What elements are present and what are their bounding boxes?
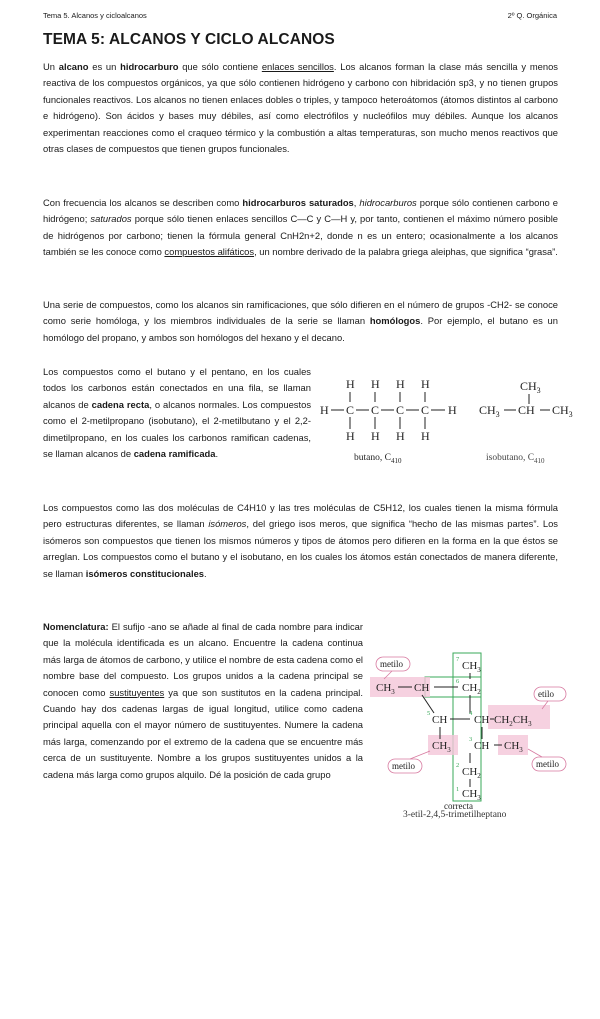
trimetilheptano-figure	[370, 651, 570, 811]
svg-text:CH2: $CH_2$	[462, 682, 481, 696]
metilo-label: metilo	[380, 659, 403, 669]
etilo-label: etilo	[538, 689, 554, 699]
svg-text:CH3: $CH_3$	[462, 660, 481, 674]
paragraph-alcano-definition: Un alcano es un hidrocarburo que sólo contiene enlaces sencillos. Los alcanos forman la clase más sencilla y menos reactiva de los compuestos orgánicos, ya que sólo contienen hidrógeno y carbono con hibridación sp3, y no tienen grupos funcionales reactivos. Los alcanos no tienen enlaces dobles o triples, y tampoco heteroátomos (átomos distintos al carbono e hidrógeno). Son ácidos y bases muy débiles, así como electrófilos y nucleófilos muy débiles. Aunque los alcanos experimentan reacciones como el craqueo térmico y la combustión a altas temperaturas, son mucho menos reactivos que otras clases de compuestos que tienen grupos funcionales.	[43, 61, 558, 155]
butano-isobutano-figure	[316, 370, 573, 470]
paragraph-homologos: Una serie de compuestos, como los alcanos sin ramificaciones, que sólo difieren en el número de grupos -CH2- se conoce como serie homóloga, y los miembros individuales de la serie se llaman homólogos. Por ejemplo, el butano es un homólogo del propano, y ambos son homólogos del hexano y el decano.	[43, 299, 558, 343]
svg-text:7: 7	[456, 656, 460, 663]
svg-text:3: 3	[469, 736, 473, 743]
butano-caption: butano, $C_410$	[354, 453, 402, 465]
ch-group: CH	[518, 403, 535, 417]
paragraph-nomenclatura-lead: Nomenclatura: El sufijo -ano se añade al final de cada nombre para indicar que la molécula identificada es un alcano. Encuentre la cadena continua más larga de átomos de carbono, y utilice el nombre de esta cadena como el nombre base del compuesto. Los grupos unidos a la cadena principal se conocen como sustituyentes ya que son sustitutos en la cadena principal. Cuando hay dos cadenas largas de igual longitud, utilice como cadena principal aquella con el mayor número de sustituyentes. Numere la cadena más larga, comenzando por el extremo de la cadena que se encuentre más cerca de un sustituyente. Nombre a los grupos sustituyentes unidos a la cadena más larga como grupos alquilo. Dé la posición de cada grupo	[43, 621, 363, 780]
atom-c: C	[421, 403, 430, 417]
svg-text:CH3: $CH_3$	[462, 788, 481, 802]
svg-text:CH2CH3: $CH_2CH_3$	[494, 714, 532, 728]
correcta-caption: correcta	[444, 801, 473, 811]
svg-text:CH3: $CH_3$	[504, 740, 523, 754]
metilo-label: metilo	[536, 759, 559, 769]
atom-h: H	[448, 403, 457, 417]
atom-c: C	[346, 403, 355, 417]
svg-text:CH: CH	[474, 714, 490, 726]
paragraph-cadena-recta: Los compuestos como el butano y el pentano, en los cuales todos los carbonos están conectados en una fila, se llaman alcanos de cadena recta, o alcanos normales. Los compuestos como el 2-metilpropano (isobutano), el 2-metilbutano y el 2,2-dimetilpropano, en los cuales los carbonos ramifican cadenas, se llaman alcanos de cadena ramificada.	[43, 366, 312, 460]
atom-h: H	[421, 429, 430, 443]
paragraph-saturados: Con frecuencia los alcanos se describen como hidrocarburos saturados, hidrocarburos porque sólo contienen carbono e hidrógeno; saturados porque sólo tienen enlaces sencillos C—C y C—H y, por tanto, contienen el máximo número posible de hidrógenos por carbono; tienen la fórmula general CnH2n+2, donde n es un entero; ocasionalmente a los alcanos también se les conoce como compuestos alifáticos, un nombre derivado de la palabra griega aleiphas, que significa “grasa”.	[43, 197, 559, 258]
atom-h: H	[371, 429, 380, 443]
atom-h: H	[396, 429, 405, 443]
page-title: TEMA 5: ALCANOS Y CICLO ALCANOS	[43, 31, 335, 48]
isobutano-caption: isobutano, $C_410$	[486, 453, 545, 465]
svg-text:CH3: $CH_3$	[432, 740, 451, 754]
atom-h: H	[320, 403, 329, 417]
svg-text:CH: CH	[432, 714, 448, 726]
svg-text:CH3: $CH_3$	[376, 682, 395, 696]
svg-text:CH: CH	[414, 682, 430, 694]
svg-text:4: 4	[469, 710, 473, 717]
svg-text:CH2: $CH_2$	[462, 766, 481, 780]
figure-caption: 3-etil-2,4,5-trimetilheptano	[403, 810, 507, 820]
paragraph-isomeros: Los compuestos como las dos moléculas de C4H10 y las tres moléculas de C5H12, los cuales tienen la misma fórmula pero estructuras diferentes, se llaman isómeros, del griego isos meros, que significa “hecho de las mismas partes”. Los isómeros son compuestos que tienen los mismos números y tipos de átomos pero difieren en la forma en la que éstos se arreglan. Los compuestos como el butano y el isobutano, en los cuales los átomos están conectados de manera diferente, se llaman isómeros constitucionales.	[43, 502, 558, 579]
atom-h: H	[396, 377, 405, 391]
atom-h: H	[421, 377, 430, 391]
ch3-group: $CH_3$	[520, 379, 541, 395]
svg-text:2: 2	[456, 762, 460, 769]
metilo-label: metilo	[392, 761, 415, 771]
svg-text:6: 6	[456, 678, 460, 685]
svg-text:1: 1	[456, 786, 460, 793]
atom-c: C	[396, 403, 405, 417]
atom-h: H	[371, 377, 380, 391]
svg-text:5: 5	[427, 710, 431, 717]
atom-h: H	[346, 429, 355, 443]
svg-text:CH: CH	[474, 740, 490, 752]
atom-c: C	[371, 403, 380, 417]
ch3-group: $CH_3$	[479, 403, 500, 419]
header-left: Tema 5. Alcanos y cicloalcanos	[43, 11, 147, 20]
atom-h: H	[346, 377, 355, 391]
header-right: 2º Q. Orgánica	[507, 11, 557, 20]
ch3-group: $CH_3$	[552, 403, 573, 419]
